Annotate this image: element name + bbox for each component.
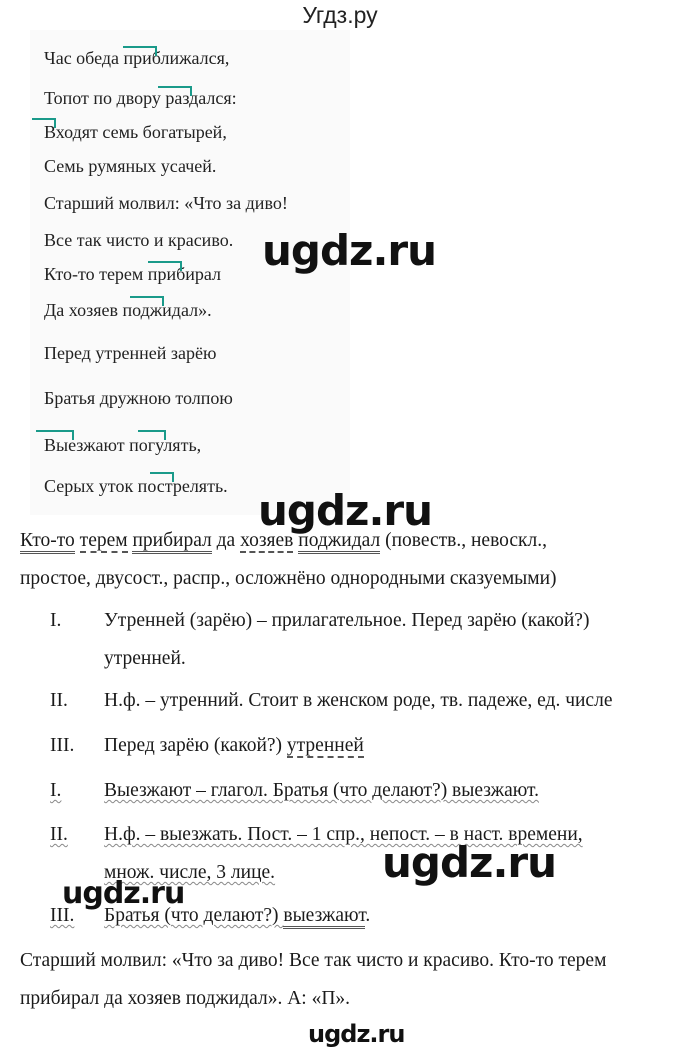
item-number: III. (50, 905, 75, 926)
poem-line: Входят семь богатырей, (44, 122, 227, 142)
conjunction: да (216, 530, 236, 551)
poem-line: Выезжают погулять, (44, 435, 202, 455)
object: терем (79, 530, 128, 551)
item-number: II. (50, 690, 68, 711)
item-text: Н.ф. – утренний. Стоит в женском роде, тв. падеже, ед. числе (104, 690, 613, 711)
ending-mark (148, 261, 182, 271)
item-number: II. (50, 824, 68, 845)
sentence-characteristics: простое, двусост., распр., осложнёно однородными сказуемыми) (20, 568, 557, 589)
watermark: ugdz.ru (258, 486, 433, 535)
item-text: Н.ф. – выезжать. Пост. – 1 спр., непост. – в наст. времени, (104, 824, 583, 845)
ending-mark (130, 296, 164, 306)
item-text: Утренней (зарёю) – прилагательное. Перед зарёю (какой?) (104, 610, 590, 631)
item-text (104, 735, 364, 757)
ending-mark (138, 430, 166, 440)
item-text: множ. числе, 3 лице. (104, 862, 276, 883)
watermark: ugdz.ru (382, 838, 557, 887)
item-number: I. (50, 780, 62, 801)
site-header: Угдз.ру (302, 2, 378, 28)
item-number: I. (50, 610, 62, 631)
watermark: ugdz.ru (262, 226, 437, 275)
poem-line: Серых уток пострелять. (44, 476, 228, 496)
object: хозяев (240, 530, 294, 551)
poem-line: Час обеда приближался, (44, 48, 230, 68)
sentence-analysis (20, 530, 547, 552)
item-number: III. (50, 735, 75, 756)
poem-line: Перед утренней зарёю (44, 343, 217, 363)
ending-mark (158, 86, 192, 96)
poem-line: Все так чисто и красиво. (44, 230, 234, 250)
ending-mark (32, 118, 56, 128)
ending-mark (123, 46, 157, 56)
poem-line: Семь румяных усачей. (44, 156, 217, 176)
item-text: Выезжают – глагол. Братья (что делают?) выезжают. (104, 780, 539, 801)
ending-mark (36, 430, 74, 440)
predicate-word: выезжают (283, 905, 365, 929)
sentence-characteristics: (повеств., невоскл., (380, 530, 548, 551)
final-text: Старший молвил: «Что за диво! Все так чисто и красиво. Кто-то терем (20, 950, 607, 971)
item-text-part: Братья (что делают?) (104, 905, 284, 926)
poem-line: Топот по двору раздался: (44, 88, 237, 108)
item-text-part: . (365, 905, 371, 926)
predicate: прибирал (132, 530, 211, 554)
subject: Кто-то (20, 530, 75, 554)
ending-mark (150, 472, 174, 482)
poem-line: Да хозяев поджидал». (44, 300, 212, 320)
final-text: прибирал да хозяев поджидал». А: «П». (20, 988, 351, 1009)
watermark: ugdz.ru (62, 876, 185, 911)
definition-word: утренней (286, 735, 364, 756)
poem-line: Кто-то терем прибирал (44, 264, 221, 284)
item-text: утренней. (104, 648, 186, 669)
poem-line: Старший молвил: «Что за диво! (44, 193, 288, 213)
predicate: поджидал (298, 530, 380, 554)
footer-watermark: ugdz.ru (308, 1020, 405, 1048)
item-text-part: Перед зарёю (какой?) (104, 735, 287, 756)
poem-line: Братья дружною толпою (44, 388, 233, 408)
